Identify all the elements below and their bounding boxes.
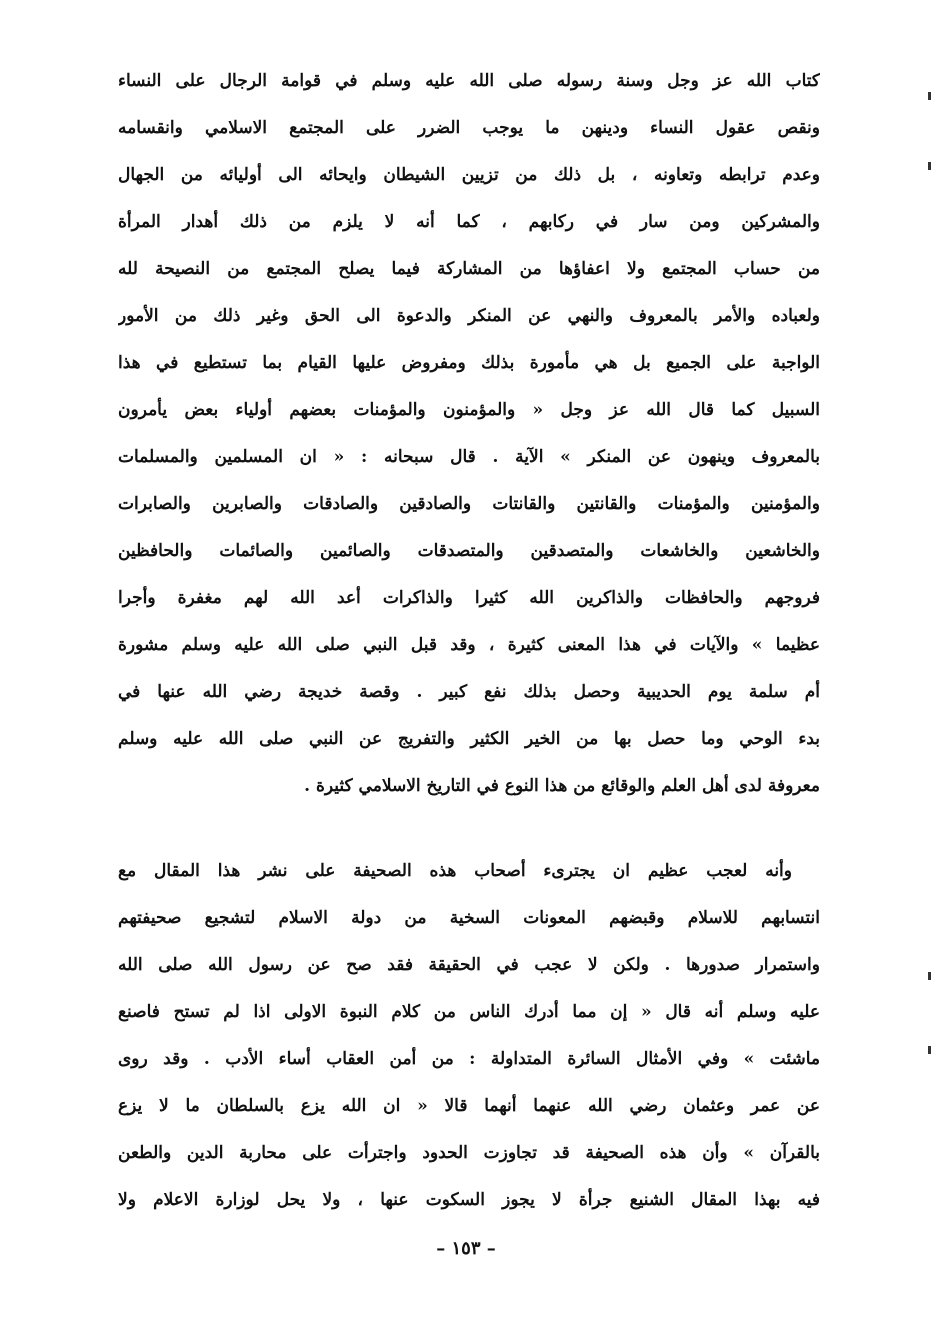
text-line: وعدم ترابطه وتعاونه ، بل ذلك من تزيين الشيطان وايحائه الى أوليائه من الجهال (118, 165, 820, 185)
text-line: والمشركين ومن سار في ركابهم ، كما أنه لا يلزم من ذلك أهدار المرأة (118, 212, 820, 232)
text-line: والمؤمنين والمؤمنات والقانتين والقانتات والصادقين والصادقات والصابرين والصابرات (118, 494, 820, 514)
text-line: عليه وسلم أنه قال « إن مما أدرك الناس من كلام النبوة الاولى اذا لم تستح فاصنع (118, 1002, 820, 1022)
text-line: ماشئت » وفي الأمثال السائرة المتداولة : من أمن العقاب أساء الأدب . وقد روى (118, 1049, 820, 1069)
margin-mark (928, 92, 931, 100)
text-line: عظيما » والآيات في هذا المعنى كثيرة ، وقد قبل النبي صلى الله عليه وسلم مشورة (118, 635, 820, 655)
text-line: بالمعروف وينهون عن المنكر » الآية . قال سبحانه : « ان المسلمين والمسلمات (118, 447, 820, 467)
text-line: أم سلمة يوم الحديبية وحصل بذلك نفع كبير . وقصة خديجة رضي الله عنها في (118, 682, 820, 702)
text-line: فيه بهذا المقال الشنيع جرأة لا يجوز السكوت عنها ، ولا يحل لوزارة الاعلام ولا (118, 1190, 820, 1210)
text-line: من حساب المجتمع ولا اعفاؤها من المشاركة فيما يصلح المجتمع من النصيحة لله (118, 259, 820, 279)
text-line: كتاب الله عز وجل وسنة رسوله صلى الله عليه وسلم في قوامة الرجال على النساء (118, 71, 820, 91)
text-line: ولعباده والأمر بالمعروف والنهي عن المنكر والدعوة الى الحق وغير ذلك من الأمور (118, 306, 820, 326)
text-line: السبيل كما قال الله عز وجل « والمؤمنون والمؤمنات بعضهم أولياء بعض يأمرون (118, 400, 820, 420)
text-line: الواجبة على الجميع بل هي مأمورة بذلك ومفروض عليها القيام بما تستطيع في هذا (118, 353, 820, 373)
paragraph-1 (118, 58, 820, 810)
text-line: واستمرار صدورها . ولكن لا عجب في الحقيقة فقد صح عن رسول الله صلى الله (118, 955, 820, 975)
text-line: عن عمر وعثمان رضي الله عنهما أنهما قالا « ان الله يزع بالسلطان ما لا يزع (118, 1096, 820, 1116)
text-line: بدء الوحي وما حصل بها من الخير الكثير والتفريج عن النبي صلى الله عليه وسلم (118, 729, 820, 749)
page-number: – ١٥٣ – (436, 1238, 496, 1259)
text-line: وأنه لعجب عظيم ان يجترىء أصحاب هذه الصحيفة على نشر هذا المقال مع (118, 861, 792, 881)
text-line: معروفة لدى أهل العلم والوقائع من هذا النوع في التاريخ الاسلامي كثيرة . (304, 776, 820, 796)
text-line: بالقرآن » وأن هذه الصحيفة قد تجاوزت الحدود واجترأت على محاربة الدين والطعن (118, 1143, 820, 1163)
margin-mark (928, 1046, 931, 1054)
paragraph-2 (118, 848, 820, 1224)
text-line: انتسابهم للاسلام وقبضهم المعونات السخية من دولة الاسلام لتشجيع صحيفتهم (118, 908, 820, 928)
text-line: فروجهم والحافظات والذاكرين الله كثيرا والذاكرات أعد الله لهم مغفرة وأجرا (118, 588, 820, 608)
margin-mark (928, 162, 931, 170)
text-line: والخاشعين والخاشعات والمتصدقين والمتصدقات والصائمين والصائمات والحافظين (118, 541, 820, 561)
text-line: ونقص عقول النساء ودينهن ما يوجب الضرر على المجتمع الاسلامي وانقسامه (118, 118, 820, 138)
margin-mark (928, 972, 931, 980)
